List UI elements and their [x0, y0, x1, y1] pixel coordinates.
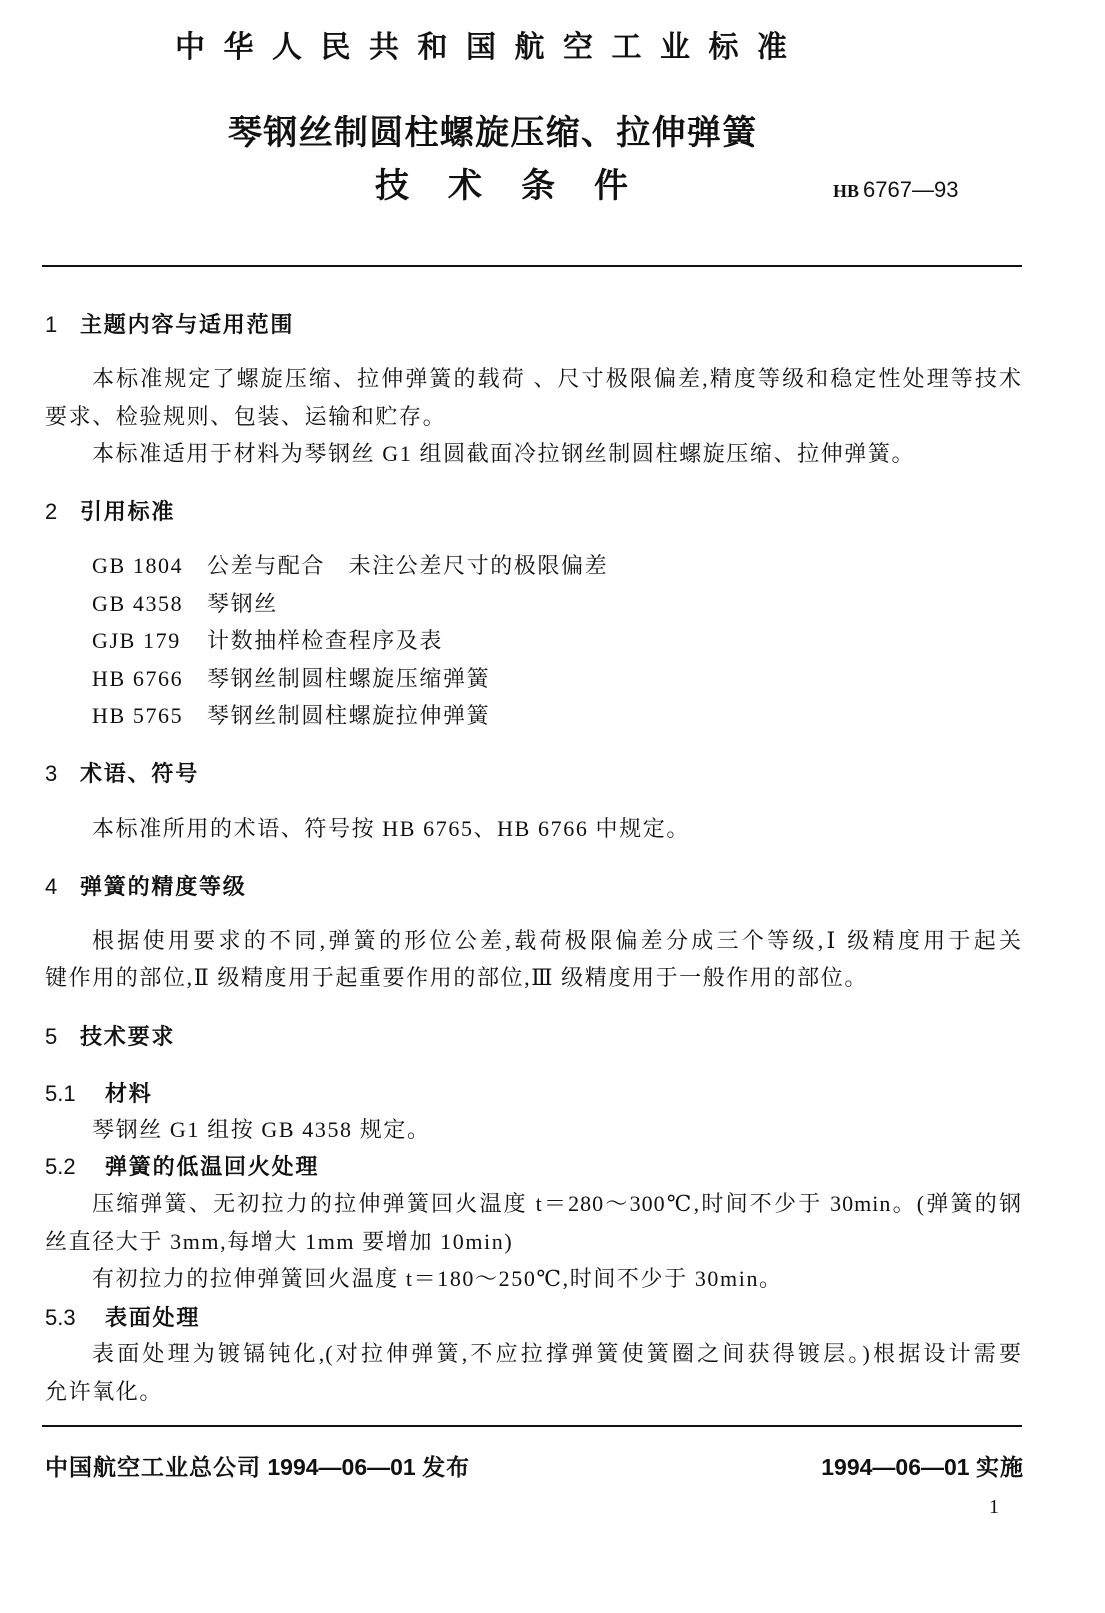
reference-title: 公差与配合 未注公差尺寸的极限偏差 — [207, 553, 609, 578]
reference-title: 琴钢丝制圆柱螺旋拉伸弹簧 — [207, 703, 491, 728]
section-number: 5 — [45, 1024, 58, 1049]
issue-info — [45, 1453, 470, 1481]
effective-label: 实施 — [976, 1454, 1024, 1480]
reference-title: 琴钢丝制圆柱螺旋压缩弹簧 — [207, 666, 491, 691]
reference-code: GB 1804 — [92, 553, 184, 578]
section-number: 3 — [45, 761, 58, 786]
reference-title: 琴钢丝 — [207, 591, 278, 616]
paragraph-line: 有初拉力的拉伸弹簧回火温度 t＝180～250℃,时间不少于 30min。 — [92, 1266, 783, 1291]
subsection-title: 表面处理 — [105, 1305, 201, 1330]
footer-divider — [42, 1425, 1022, 1427]
section-title: 弹簧的精度等级 — [80, 874, 247, 899]
standard-code-prefix: HB — [833, 181, 860, 201]
section-number: 4 — [45, 874, 58, 899]
paragraph-line: 本标准规定了螺旋压缩、拉伸弹簧的载荷 、尺寸极限偏差,精度等级和稳定性处理等技术 — [92, 366, 1022, 391]
section-title: 引用标准 — [80, 499, 176, 524]
section-number: 1 — [45, 312, 58, 337]
standard-code-number: 6767—93 — [863, 177, 959, 202]
reference-code: HB 5765 — [92, 703, 184, 728]
reference-code: GB 4358 — [92, 591, 184, 616]
page-number: 1 — [989, 1496, 999, 1518]
subsection-number: 5.2 — [45, 1154, 76, 1179]
paragraph-line: 丝直径大于 3mm,每增大 1mm 要增加 10min) — [45, 1229, 514, 1254]
document-title-line-2: 技术条件 — [375, 167, 667, 205]
subsection-number: 5.1 — [45, 1081, 76, 1106]
paragraph-line: 本标准适用于材料为琴钢丝 G1 组圆截面冷拉钢丝制圆柱螺旋压缩、拉伸弹簧。 — [92, 441, 916, 466]
effective-info — [821, 1453, 1024, 1481]
section-title: 技术要求 — [80, 1024, 176, 1049]
subsection-title: 弹簧的低温回火处理 — [105, 1154, 320, 1179]
section-number: 2 — [45, 499, 58, 524]
header-divider — [42, 265, 1022, 267]
paragraph-line: 压缩弹簧、无初拉力的拉伸弹簧回火温度 t＝280～300℃,时间不少于 30min。(弹簧的钢 — [92, 1191, 1022, 1216]
paragraph-line: 本标准所用的术语、符号按 HB 6765、HB 6766 中规定。 — [92, 816, 690, 841]
paragraph-line: 根据使用要求的不同,弹簧的形位公差,载荷极限偏差分成三个等级,Ⅰ 级精度用于起关 — [92, 928, 1022, 953]
subsection-title: 材料 — [105, 1081, 153, 1106]
subsection-number: 5.3 — [45, 1305, 76, 1330]
reference-code: HB 6766 — [92, 666, 184, 691]
paragraph-line: 琴钢丝 G1 组按 GB 4358 规定。 — [92, 1117, 431, 1142]
paragraph-line: 表面处理为镀镉钝化,(对拉伸弹簧,不应拉撑弹簧使簧圈之间获得镀层。)根据设计需要 — [92, 1341, 1022, 1366]
issue-label: 发布 — [422, 1454, 471, 1480]
standard-code — [833, 177, 958, 206]
standard-category-heading: 中华人民共和国航空工业标准 — [175, 31, 806, 64]
issuer-name: 中国航空工业总公司 — [45, 1454, 261, 1480]
reference-title: 计数抽样检查程序及表 — [207, 628, 444, 653]
issue-date: 1994—06—01 — [267, 1454, 416, 1480]
paragraph-line: 要求、检验规则、包装、运输和贮存。 — [45, 404, 447, 429]
section-title: 主题内容与适用范围 — [80, 312, 295, 337]
paragraph-line: 键作用的部位,Ⅱ 级精度用于起重要作用的部位,Ⅲ 级精度用于一般作用的部位。 — [45, 965, 868, 990]
effective-date: 1994—06—01 — [821, 1454, 970, 1480]
paragraph-line: 允许氧化。 — [45, 1379, 164, 1404]
reference-code: GJB 179 — [92, 628, 181, 653]
section-title: 术语、符号 — [80, 761, 200, 786]
document-title-line-1: 琴钢丝制圆柱螺旋压缩、拉伸弹簧 — [228, 114, 758, 152]
